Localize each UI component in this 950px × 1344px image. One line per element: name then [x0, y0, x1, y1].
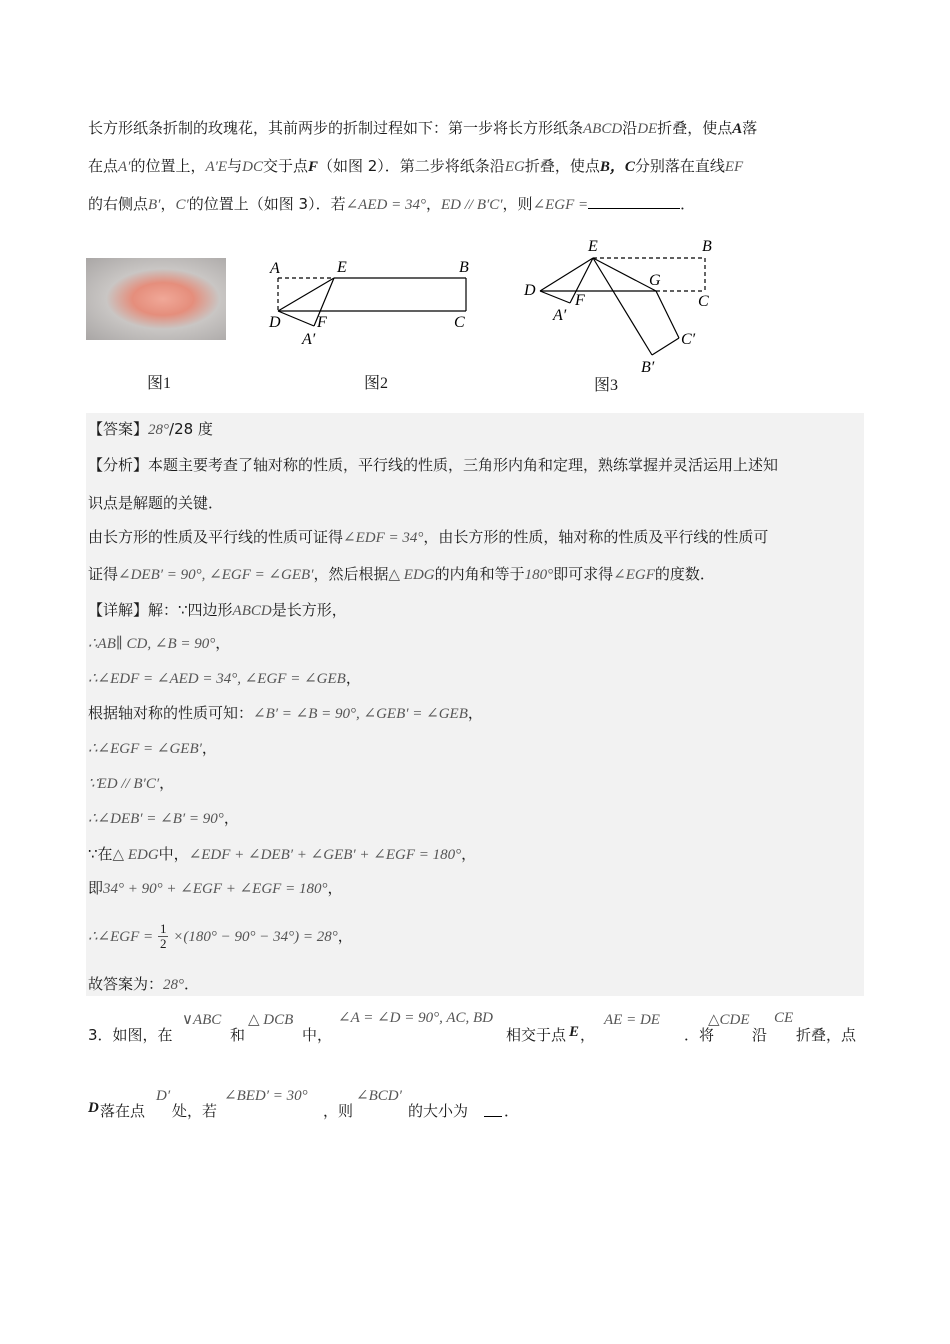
fig3-label-G: G	[649, 272, 661, 289]
final-answer: 故答案为：28°．	[88, 975, 200, 993]
fig3-label-Bprime: B′	[641, 359, 655, 376]
fig3-label-B: B	[702, 238, 712, 255]
fig2-label-A: A	[270, 260, 280, 277]
fig3-label-E: E	[588, 238, 598, 255]
step-1: ∴AB∥ CD, ∠B = 90°，	[88, 634, 231, 652]
problem3-answer-blank	[484, 1102, 502, 1117]
fig3-label-F: F	[575, 292, 585, 309]
answer-line: 【答案】28°/28 度	[88, 420, 213, 438]
fig3-label-C: C	[698, 293, 709, 310]
detail-line1: 【详解】解：∵四边形ABCD是长方形，	[88, 601, 347, 619]
step-9: ∴∠EGF = $\frac{1}{2}$ ×(180° − 90° − 34°) = 28°，	[88, 921, 353, 951]
fig3-label-Cprime: C′	[681, 331, 696, 348]
analysis-line2: 识点是解题的关键．	[88, 494, 224, 512]
step-7: ∵在△ EDG中，∠EDF + ∠DEB′ + ∠GEB′ + ∠EGF = 180°，	[88, 845, 477, 863]
problem2-line3: 的右侧点B′，C′的位置上（如图 3）．若∠AED = 34°，ED // B′C′，则∠EGF = ．	[88, 195, 696, 213]
fig2-label-F: F	[317, 314, 327, 331]
analysis-line1: 【分析】本题主要考查了轴对称的性质，平行线的性质，三角形内角和定理，熟练掌握并灵活运用上述知	[88, 456, 779, 474]
step-3: 根据轴对称的性质可知：∠B′ = ∠B = 90°, ∠GEB′ = ∠GEB，	[88, 704, 483, 722]
fig2-label-E: E	[337, 259, 347, 276]
fig3-label-D: D	[524, 282, 536, 299]
step-6: ∴∠DEB′ = ∠B′ = 90°，	[88, 809, 239, 827]
answer-blank	[588, 194, 680, 209]
problem3-line2: D 落在点 D′ 处，若 ∠BED′ = 30° ，则 ∠BCD′ 的大小为 ．	[88, 1088, 520, 1120]
problem2-line2: 在点A′的位置上，A′E与DC交于点F（如图 2）．第二步将纸条沿EG折叠，使点B，C分别落在直线EF	[88, 157, 744, 175]
fraction-half: $\frac{1}{2}$	[159, 921, 167, 951]
fig2-label-Aprime: A′	[302, 331, 316, 348]
problem3-line1: 3．如图，在 ∨ABC 和 △ DCB 中， ∠A = ∠D = 90°, AC, BD 相交于点 E ， AE = DE ．将 △CDE 沿 CE 折叠，点	[88, 1010, 857, 1044]
fig2-label-B: B	[459, 259, 469, 276]
analysis-line3: 由长方形的性质及平行线的性质可证得∠EDF = 34°，由长方形的性质，轴对称的性质及平行线的性质可	[88, 528, 769, 546]
analysis-line4: 证得∠DEB′ = 90°, ∠EGF = ∠GEB′，然后根据△ EDG的内角和等于180°即可求得∠EGF的度数．	[88, 565, 715, 583]
fig1-caption: 图1	[147, 375, 172, 392]
rose-photo	[86, 258, 226, 340]
fig2-label-C: C	[454, 314, 465, 331]
figure-2	[262, 255, 482, 350]
fig3-caption: 图3	[594, 377, 619, 394]
problem2-line1: 长方形纸条折制的玫瑰花，其前两步的折制过程如下：第一步将长方形纸条ABCD沿DE折叠，使点A落	[88, 119, 758, 137]
step-4: ∴∠EGF = ∠GEB′，	[88, 739, 217, 757]
step-5: ∵ED // B′C′，	[88, 774, 175, 792]
fig2-caption: 图2	[364, 375, 389, 392]
step-8: 即34° + 90° + ∠EGF + ∠EGF = 180°，	[88, 879, 343, 897]
fig3-label-Aprime: A′	[553, 307, 567, 324]
fig2-label-D: D	[269, 314, 281, 331]
step-2: ∴∠EDF = ∠AED = 34°, ∠EGF = ∠GEB，	[88, 669, 361, 687]
figure-3	[516, 234, 726, 376]
